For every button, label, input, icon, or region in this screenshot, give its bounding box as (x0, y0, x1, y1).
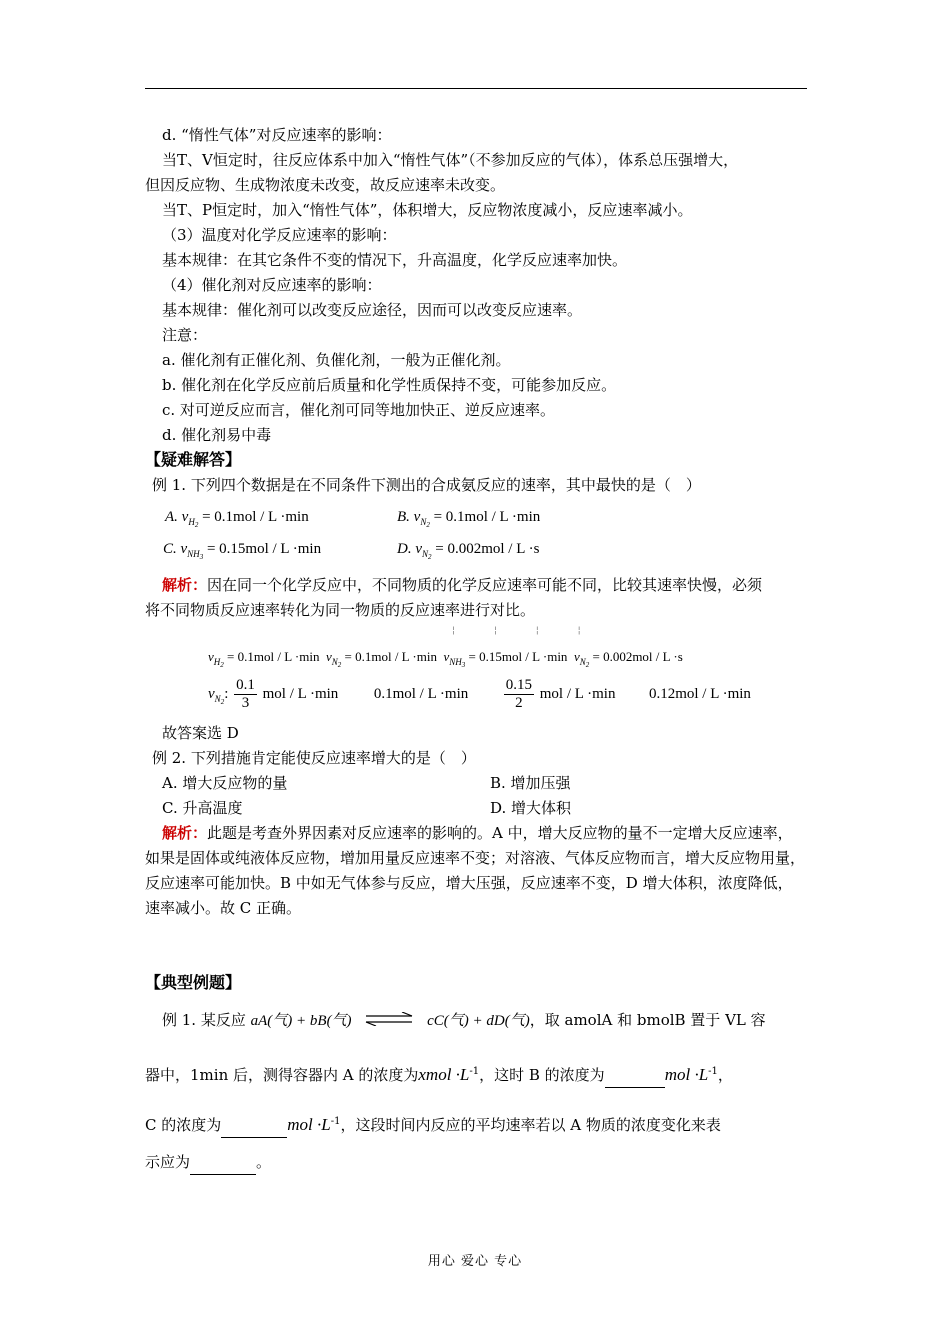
page-footer: 用心 爱心 专心 (427, 1254, 523, 1269)
text-line: 基本规律：在其它条件不变的情况下，升高温度，化学反应速率加快。 (162, 251, 628, 269)
fraction: $\frac{0.15}{2}$ (505, 677, 533, 712)
equilibrium-arrow-icon (364, 1009, 414, 1033)
fraction: $\frac{0.1}{3}$ (236, 677, 255, 712)
analysis-line: 将不同物质反应速率转化为同一物质的反应速率进行对比。 (145, 601, 536, 619)
text-line: b. 催化剂在化学反应前后质量和化学性质保持不变，可能参加反应。 (162, 376, 617, 394)
text-line: （3）温度对化学反应速率的影响： (162, 226, 397, 244)
rate-row-1: $v_{H_2} = 0.1mol / L \cdot\min$ $v_{N_2} = 0.1mol / L \cdot\min$ $v_{NH_3} = 0.15mol / L \cdot\min$ $v_{N_2} = 0.002mol / L \cdot s$ (208, 649, 683, 669)
text-line: c. 对可逆反应而言，催化剂可同等地加快正、逆反应速率。 (162, 401, 555, 419)
option-a: A. $v_{H_2} = 0.1mol / L \cdot\min$ (165, 509, 309, 529)
example-1-question: 例 1. 下列四个数据是在不同条件下测出的合成氨反应的速率，其中最快的是（ ） (152, 476, 701, 494)
text-line: a. 催化剂有正催化剂、负催化剂，一般为正催化剂。 (162, 351, 511, 369)
text-line: 当T、P恒定时，加入“惰性气体”，体积增大，反应物浓度减小，反应速率减小。 (162, 201, 693, 219)
answer-line: 故答案选 D (162, 724, 239, 742)
text-line: 但因反应物、生成物浓度未改变，故反应速率未改变。 (145, 176, 506, 194)
rate-row-2: $v_{N_2}$: $\frac{0.1}{3}$ mol / L ·min 0.1mol / L ·min $\frac{0.15}{2}$ mol / L ·min 0.12mol / L ·min (208, 677, 751, 712)
option-a: A. 增大反应物的量 (162, 774, 288, 792)
text-line: 当T、V恒定时，往反应体系中加入“惰性气体”（不参加反应的气体），体系总压强增大， (162, 151, 739, 169)
fill-in-blank (221, 1113, 287, 1138)
option-b: B. 增加压强 (490, 774, 571, 792)
tick-marks: ¦ ¦ ¦ ¦ (452, 626, 599, 636)
text-line: d. 催化剂易中毒 (162, 426, 272, 444)
text-line: 注意： (162, 326, 208, 344)
typical-line-1: 例 1. 某反应 aA(气) + bB(气) cC(气) + dD(气)，取 amolA 和 bmolB 置于 VL 容 (162, 1008, 766, 1033)
header-rule (145, 88, 807, 89)
typical-line-2: 器中，1min 后，测得容器内 A 的浓度为xmol $\cdot L^{-1}$，这时 B 的浓度为 mol $\cdot L^{-1}$， (145, 1060, 733, 1088)
text-line: d. “惰性气体”对反应速率的影响： (162, 126, 392, 144)
option-b: B. $v_{N_2} = 0.1mol / L \cdot\min$ (397, 509, 541, 529)
text-line: （4）催化剂对反应速率的影响： (162, 276, 382, 294)
text-line: 基本规律：催化剂可以改变反应途径，因而可以改变反应速率。 (162, 301, 583, 319)
option-c: C. $v_{NH_3} = 0.15mol / L \cdot\min$ (163, 541, 322, 561)
typical-line-4: 示应为 。 (145, 1150, 271, 1175)
example-2-question: 例 2. 下列措施肯定能使反应速率增大的是（ ） (152, 749, 476, 767)
analysis-label: 解析： (162, 824, 208, 842)
section-heading-yinan: 【疑难解答】 (145, 450, 242, 469)
fill-in-blank (190, 1150, 256, 1175)
option-c: C. 升高温度 (162, 799, 243, 817)
analysis-paragraph: 解析：此题是考查外界因素对反应速率的影响的。A 中，增大反应物的量不一定增大反应速率，如果是固体或纯液体反应物，增加用量反应速率不变；对溶液、气体反应物而言，增大反应物用量，反应速率可能加快。B 中如无气体参与反应，增大压强，反应速率不变，D 增大体积，浓度降低，速率减小。故 C 正确。 (145, 824, 806, 917)
option-d: D. 增大体积 (490, 799, 572, 817)
analysis-label: 解析： (162, 576, 208, 594)
typical-line-3: C 的浓度为 mol $\cdot L^{-1}$，这段时间内反应的平均速率若以 A 物质的浓度变化来表 (145, 1110, 721, 1138)
section-heading-dianxing: 【典型例题】 (145, 973, 242, 992)
fill-in-blank (605, 1063, 665, 1088)
analysis-line: 解析：因在同一个化学反应中，不同物质的化学反应速率可能不同，比较其速率快慢，必须 (162, 576, 763, 594)
option-d: D. $v_{N_2} = 0.002mol / L \cdot s$ (397, 541, 540, 561)
